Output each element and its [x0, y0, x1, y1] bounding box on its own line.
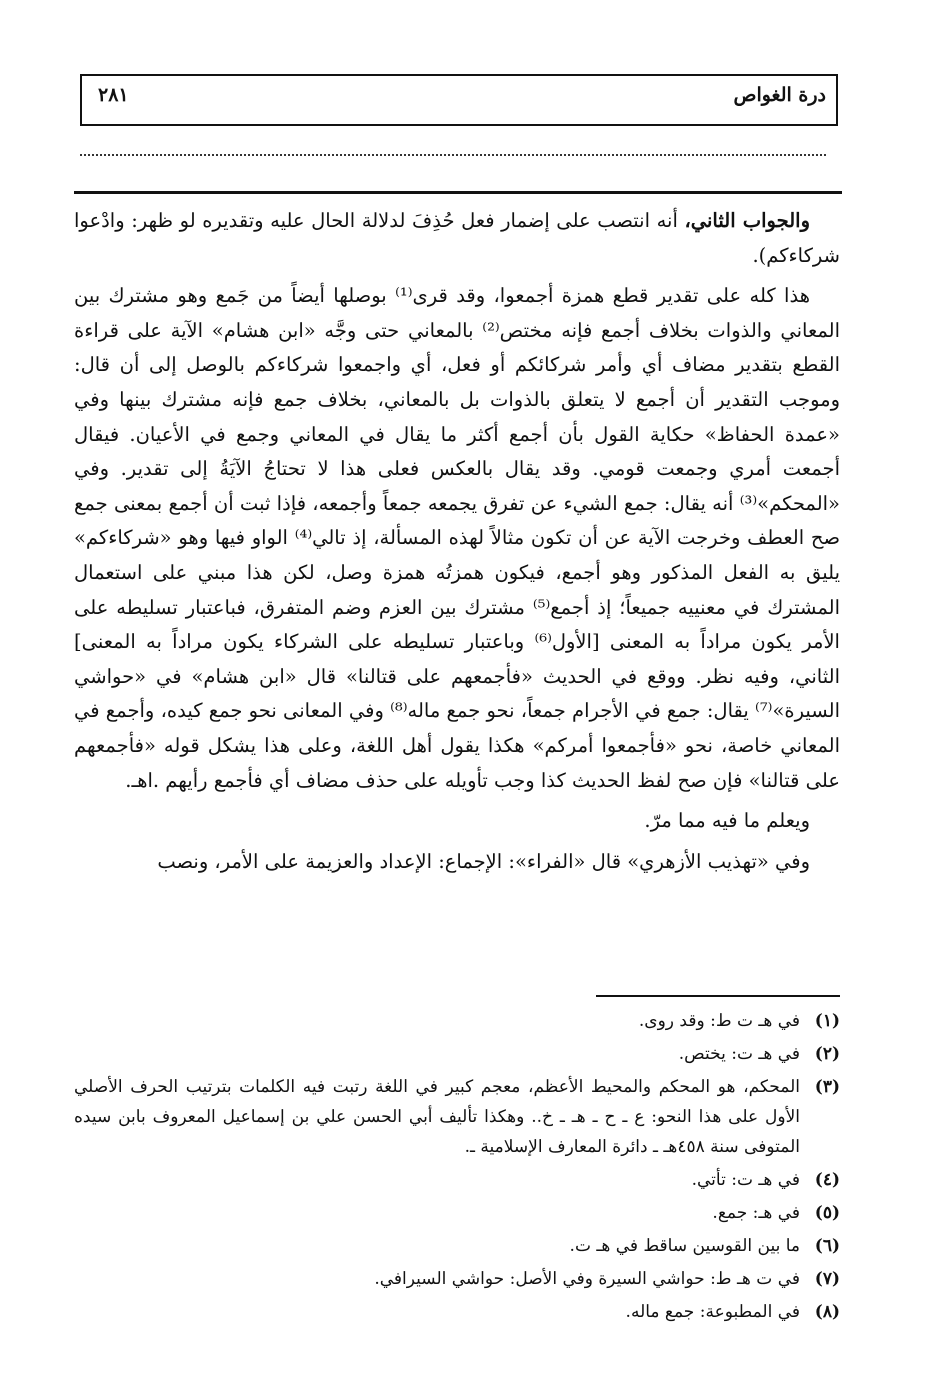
paragraph-lead: والجواب الثاني،: [684, 209, 810, 232]
paragraph: [74, 279, 840, 798]
paragraph-text: هذا كله على تقدير قطع همزة أجمعوا، وقد قرى⁽¹⁾ بوصلها أيضاً من جَمع وهو مشترك بين المعاني والذوات بخلاف أجمع فإنه مختص⁽²⁾ بالمعاني حتى وجَّه «ابن هشام» الآية على قراءة القطع بتقدير مضاف أي وأمر شركائكم أو فعل، أي واجمعوا شركاءكم بالوصل إلى أن قال: وموجب التقدير أن أجمع لا يتعلق بالذوات بل بالمعاني، بخلاف جمع فإنه مشترك بينها وفي «عمدة الحفاظ» حكاية القول بأن أجمع أكثر ما يقال في المعاني وجمع في الأعيان. فيقال أجمعت أمري وجمعت قومي. وقد يقال بالعكس فعلى هذا لا تحتاجُ الآيَةُ إلى تقدير. وفي «المحكم»⁽³⁾ أنه يقال: جمع الشيء عن تفرق يجمعه جمعاً وأجمعه، فإذا ثبت أن أجمع بمعنى جمع صح العطف وخرجت الآية عن أن تكون مثالاً لهذه المسألة، إذ تالي⁽⁴⁾ الواو فيها وهو «شركاءكم» يليق به الفعل المذكور وهو أجمع، فيكون همزتُه همزة وصل، لكن هذا مبني على استعمال المشترك في معنييه جميعاً؛ إذ أجمع⁽⁵⁾ مشترك بين العزم وضم المتفرق، فباعتبار تسليطه على الأمر يكون مراداً به المعنى [الأول⁽⁶⁾ وباعتبار تسليطه على الشركاء يكون مراداً به المعنى] الثاني، وفيه نظر. ووقع في الحديث «فأجمعهم على قتالنا» قال «ابن هشام» في «حواشي السيرة»⁽⁷⁾ يقال: جمع في الأجرام جمعاً، نحو جمع ماله⁽⁸⁾ وفي المعانى نحو جمع كيده، وأجمع في المعاني خاصة، نحو «فأجمعوا أمركم» هكذا يقول أهل اللغة، وعلى هذا يشكل قوله «فأجمعهم على قتالنا» فإن صح لفظ الحديث كذا وجب تأويله على حذف مضاف أي فأجمع رأيهم .اهـ.: [74, 284, 841, 792]
footnote-number: (٤): [814, 1170, 840, 1190]
footnote-text: ما بين القوسين ساقط في هـ ت.: [569, 1236, 800, 1256]
footnote-item: [74, 1297, 840, 1327]
footnote-item: [74, 1039, 840, 1069]
footnote-item: [74, 1072, 840, 1162]
footnote-number: (٨): [814, 1302, 840, 1322]
footnote-text: في هـ ت ط: وقد روى.: [638, 1011, 800, 1031]
dotted-separator: [80, 154, 826, 156]
footnote-number: (٢): [814, 1044, 840, 1064]
footnote-item: [74, 1198, 840, 1228]
running-title: درة الغواص: [733, 84, 826, 106]
footnote-item: [74, 1165, 840, 1195]
page-number: ٢٨١: [98, 84, 129, 106]
footnote-text: في المطبوعة: جمع ماله.: [625, 1302, 800, 1322]
footnote-text: في هـ ت: يختص.: [678, 1044, 800, 1064]
paragraph-text: ويعلم ما فيه مما مرّ.: [644, 809, 810, 833]
footnote-item: [74, 1264, 840, 1294]
footnote-text: في ت هـ ط: حواشي السيرة وفي الأصل: حواشي السيرافي.: [374, 1269, 800, 1289]
footnote-item: [74, 1231, 840, 1261]
footnote-separator: [596, 995, 840, 997]
paragraph: [74, 845, 840, 880]
paragraph-text: وفي «تهذيب الأزهري» قال «الفراء»: الإجماع: الإعداد والعزيمة على الأمر، ونصب: [157, 849, 810, 873]
footnote-text: المحكم، هو المحكم والمحيط الأعظم، معجم كبير في اللغة رتبت فيه الكلمات بترتيب الحرف الأصلي الأول على هذا النحو: ع ـ ح ـ هـ ـ خ.. وهكذا تأليف أبي الحسن علي بن إسماعيل المعروف بابن سيده المتوفى سنة ٤٥٨هـ ـ دائرة المعارف الإسلامية ـ.: [74, 1077, 800, 1157]
footnote-number: (٥): [814, 1203, 840, 1223]
footnotes: [74, 1006, 840, 1330]
page-header: [80, 74, 838, 126]
footnote-number: (٦): [814, 1236, 840, 1256]
footnote-text: في هـ ت: تأتي.: [691, 1170, 800, 1190]
footnote-item: [74, 1006, 840, 1036]
main-text: [74, 204, 840, 885]
paragraph: [74, 804, 840, 839]
paragraph: [74, 204, 840, 273]
footnote-number: (٣): [814, 1077, 840, 1097]
header-rule: [74, 191, 842, 194]
footnote-text: في هـ: جمع.: [712, 1203, 800, 1223]
footnote-number: (٧): [814, 1269, 840, 1289]
footnote-number: (١): [814, 1011, 840, 1031]
paragraph-text: أنه انتصب على إضمار فعل حُذِفَ لدلالة الحال عليه وتقديره لو ظهر: وادْعوا شركاءكم).: [74, 209, 840, 267]
